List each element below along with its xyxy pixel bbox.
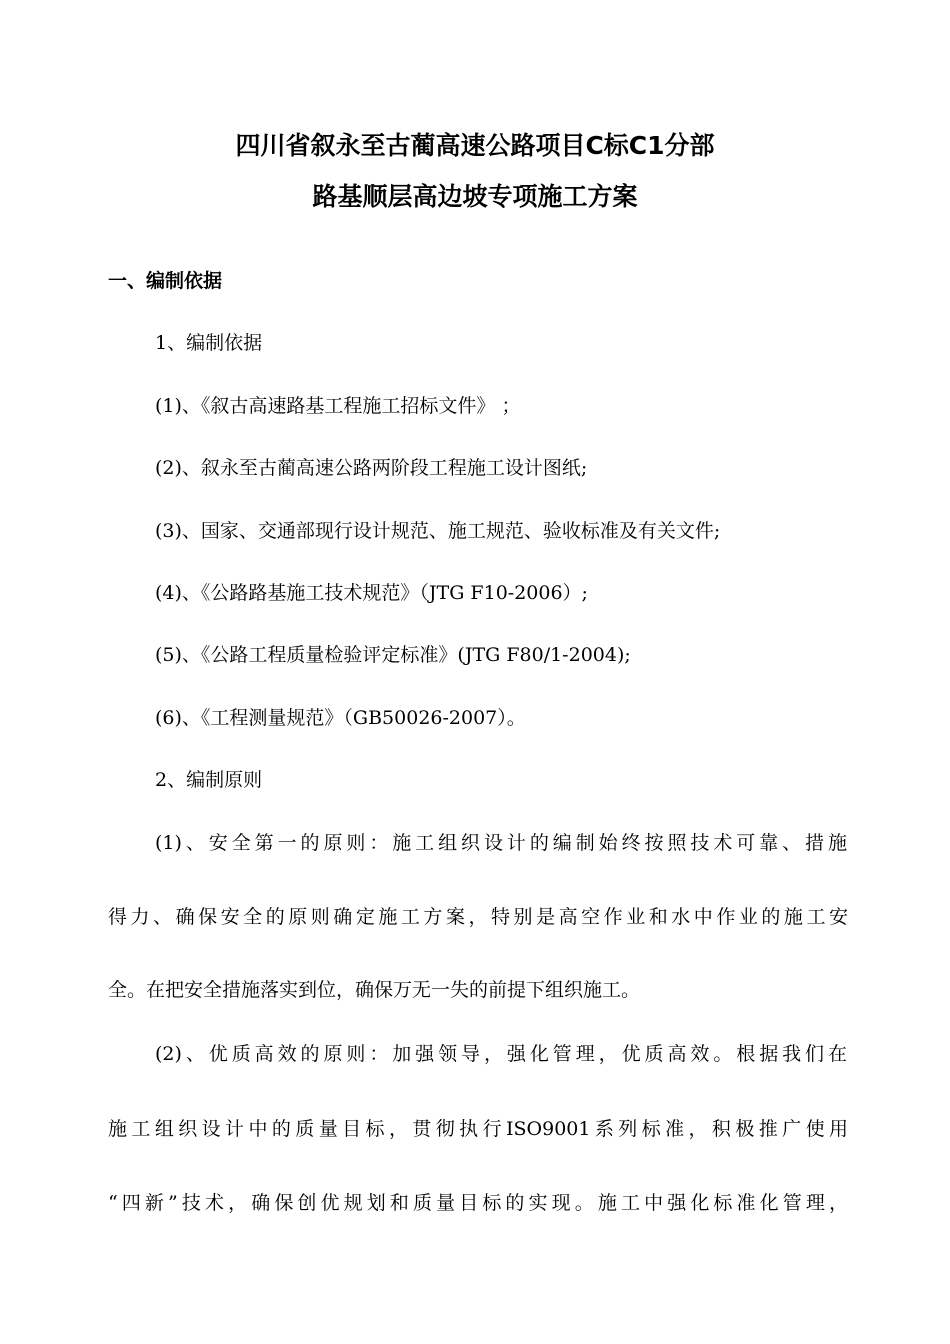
basis-item: (6)、《工程测量规范》（GB50026-2007）。 [155,707,526,729]
paragraph-line: “四新”技术，确保创优规划和质量目标的实现。施工中强化标准化管理， [108,1192,848,1214]
paragraph-line: 得力、确保安全的原则确定施工方案，特别是高空作业和水中作业的施工安 [108,906,848,928]
subsection-heading-basis: 1、编制依据 [155,332,263,354]
basis-item: (1)、《叙古高速路基工程施工招标文件》 ； [155,395,521,417]
basis-item: (5)、《公路工程质量检验评定标准》(JTG F80/1-2004); [155,644,631,666]
document-title-line-2: 路基顺层高边坡专项施工方案 [312,182,638,211]
basis-item: (4)、《公路路基施工技术规范》（JTG F10-2006）; [155,582,588,604]
section-heading-basis: 一、编制依据 [108,270,223,292]
basis-item: (2)、叙永至古蔺高速公路两阶段工程施工设计图纸; [155,457,588,479]
paragraph-line: (2)、优质高效的原则：加强领导，强化管理，优质高效。根据我们在 [155,1043,847,1065]
paragraph-line: (1)、安全第一的原则：施工组织设计的编制始终按照技术可靠、措施 [155,832,847,854]
paragraph-line: 施工组织设计中的质量目标，贯彻执行ISO9001系列标准，积极推广使用 [108,1118,848,1140]
subsection-heading-principles: 2、编制原则 [155,769,263,791]
basis-item: (3)、国家、交通部现行设计规范、施工规范、验收标准及有关文件; [155,520,721,542]
document-title-line-1: 四川省叙永至古蔺高速公路项目C标C1分部 [235,131,715,160]
paragraph-line: 全。在把安全措施落实到位，确保万无一失的前提下组织施工。 [108,979,641,1001]
